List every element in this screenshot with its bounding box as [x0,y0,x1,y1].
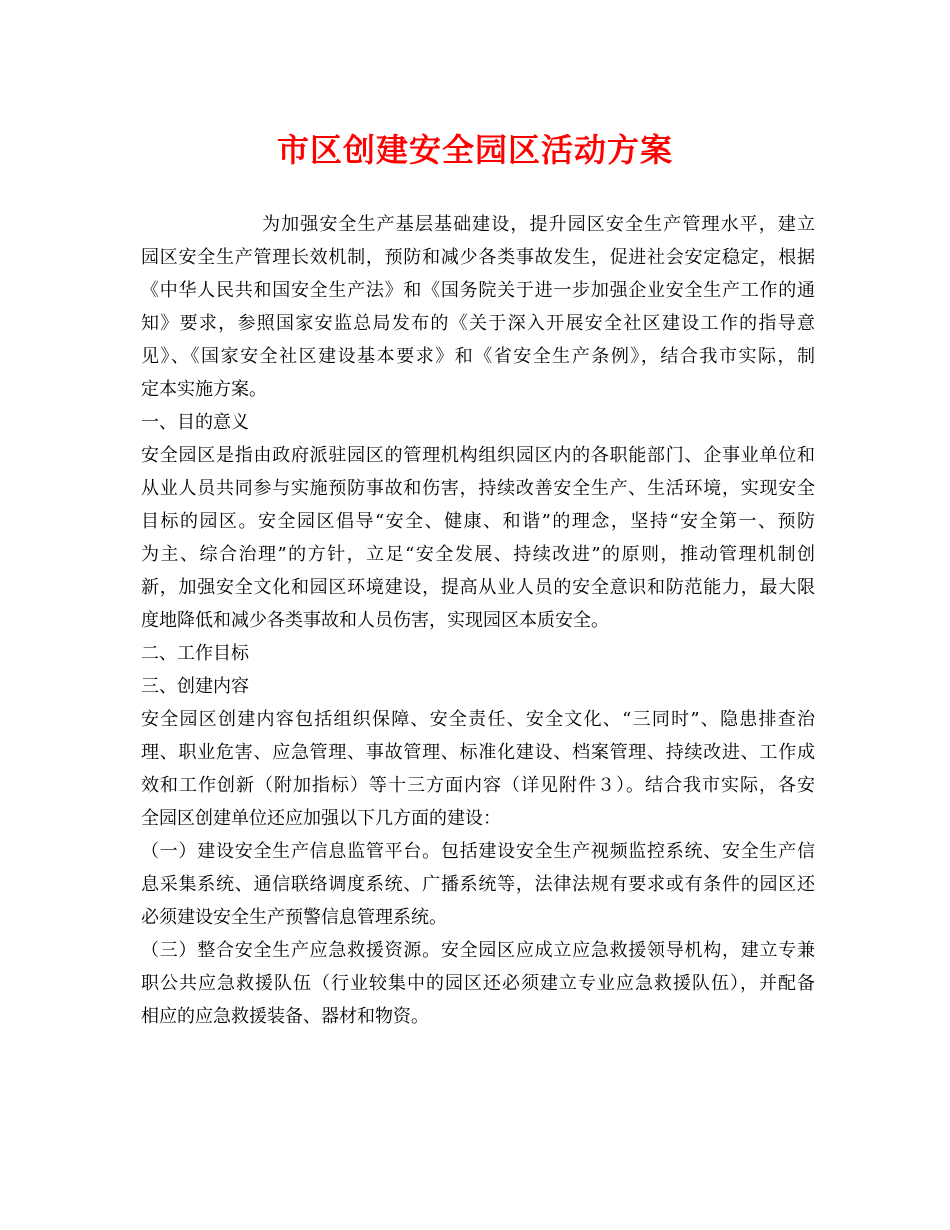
paragraph-line: 《中华人民共和国安全生产法》和《国务院关于进一步加强企业安全生产工作的通 [141,280,815,301]
section-heading: 二、工作目标 [141,643,249,664]
section-heading: 三、创建内容 [141,676,249,697]
paragraph-line: 园区安全生产管理长效机制，预防和减少各类事故发生，促进社会安定稳定，根据 [141,247,815,268]
paragraph-line: 为加强安全生产基层基础建设，提升园区安全生产管理水平，建立 [262,214,815,235]
paragraph-line: 必须建设安全生产预警信息管理系统。 [141,907,447,928]
paragraph-line: 安全园区是指由政府派驻园区的管理机构组织园区内的各职能部门、企事业单位和 [141,445,815,466]
paragraph-line: 定本实施方案。 [141,379,267,400]
paragraph-line: 理、职业危害、应急管理、事故管理、标准化建设、档案管理、持续改进、工作成 [141,742,815,763]
paragraph-line: 从业人员共同参与实施预防事故和伤害，持续改善安全生产、生活环境，实现安全 [141,478,815,499]
paragraph-line: 新，加强安全文化和园区环境建设，提高从业人员的安全意识和防范能力，最大限 [141,577,815,598]
paragraph-line: 目标的园区。安全园区倡导“安全、健康、和谐”的理念，坚持“安全第一、预防 [141,511,815,532]
paragraph-line: 为主、综合治理”的方针，立足“安全发展、持续改进”的原则，推动管理机制创 [141,544,815,565]
paragraph-line: 相应的应急救援装备、器材和物资。 [141,1006,429,1027]
paragraph-line: （一）建设安全生产信息监管平台。包括建设安全生产视频监控系统、安全生产信 [141,841,815,862]
paragraph-line: 知》要求，参照国家安监总局发布的《关于深入开展安全社区建设工作的指导意 [141,313,815,334]
paragraph-line: 全园区创建单位还应加强以下几方面的建设： [141,808,501,829]
paragraph-line: 度地降低和减少各类事故和人员伤害，实现园区本质安全。 [141,610,609,631]
paragraph-line: 息采集系统、通信联络调度系统、广播系统等，法律法规有要求或有条件的园区还 [141,874,815,895]
paragraph-line: 效和工作创新（附加指标）等十三方面内容（详见附件３）。结合我市实际，各安 [141,775,815,796]
paragraph-line: （三）整合安全生产应急救援资源。安全园区应成立应急救援领导机构，建立专兼 [141,940,815,961]
paragraph-line: 职公共应急救援队伍（行业较集中的园区还必须建立专业应急救援队伍），并配备 [141,973,815,994]
paragraph-line: 安全园区创建内容包括组织保障、安全责任、安全文化、“三同时”、隐患排查治 [141,709,815,730]
section-heading: 一、目的意义 [141,412,249,433]
document-body [141,208,815,1033]
paragraph-line: 见》、《国家安全社区建设基本要求》和《省安全生产条例》，结合我市实际，制 [141,346,815,367]
document-title: 市区创建安全园区活动方案 [276,131,673,169]
